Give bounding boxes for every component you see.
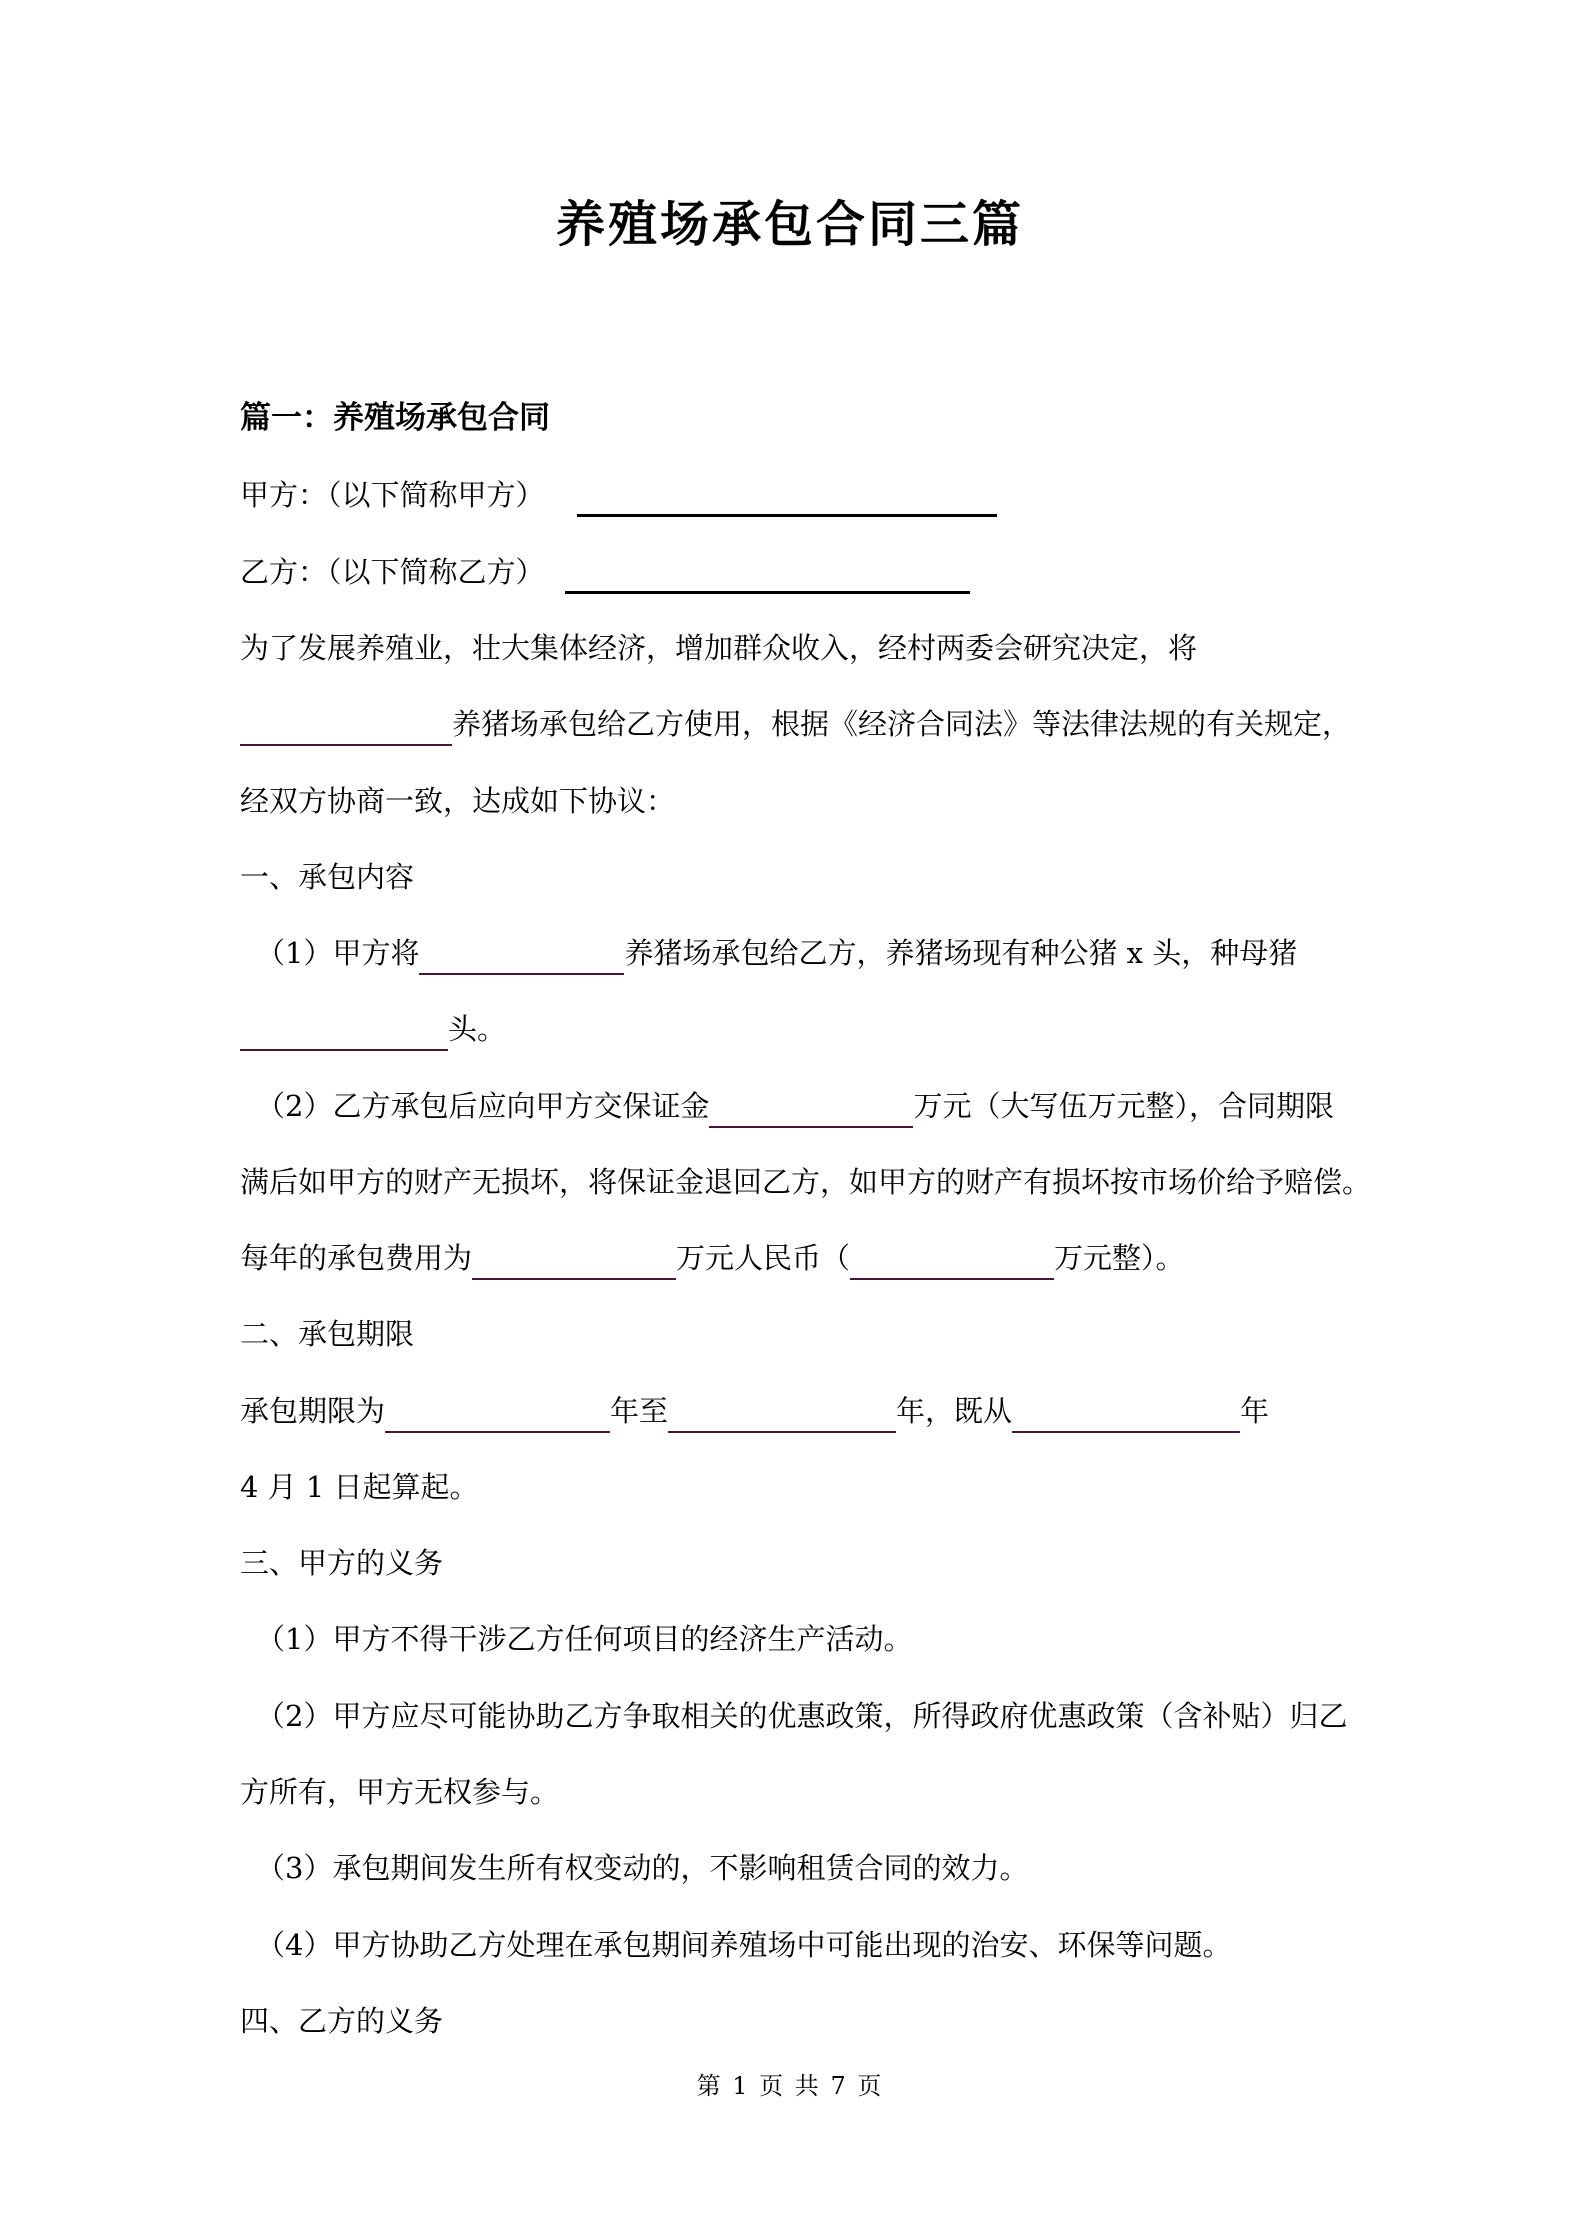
blank-underline [565,590,970,594]
document-line [240,1164,1371,1200]
blank-underline [472,1277,676,1280]
document-line [240,1240,1185,1280]
line-text: 二、承包期限 [240,1317,415,1351]
document-line [240,2003,443,2039]
line-text: 年，既从 [896,1394,1013,1428]
line-text: （4）甲方协助乙方处理在承包期间养殖场中可能出现的治安、环保等问题。 [256,1928,1232,1962]
line-text: 乙方：（以下简称乙方） [240,555,545,589]
line-text: 经双方协商一致，达成如下协议： [240,784,676,818]
line-text: （3）承包期间发生所有权变动的，不影响租赁合同的效力。 [256,1851,1029,1885]
line-text: 为了发展养殖业，壮大集体经济，增加群众收入，经村两委会研究决定，将 [240,631,1198,665]
blank-underline [668,1430,896,1433]
line-text: 年 [1240,1394,1270,1428]
document-line [256,1698,1347,1734]
line-text: 每年的承包费用为 [240,1241,473,1275]
document-line [256,1088,1334,1128]
document-line [256,1850,1028,1886]
page-footer: 第 1 页 共 7 页 [696,2072,884,2100]
document-line [240,554,970,594]
document-line [240,399,550,438]
line-text: 一、承包内容 [240,860,415,894]
document-line [240,859,414,895]
document-line [240,1393,1269,1433]
blank-underline [419,972,624,975]
line-text: 篇一：养殖场承包合同 [240,400,550,436]
line-text: 养猪场承包给乙方，养猪场现有种公猪 x 头，种母猪 [624,936,1298,970]
document-line [240,783,675,819]
document-line [240,1774,559,1810]
line-text: 万元人民币（ [676,1241,851,1275]
line-text: 4 月 1 日起算起。 [240,1470,479,1504]
line-text: 四、乙方的义务 [240,2004,444,2038]
blank-underline [709,1125,913,1128]
document-line [240,477,997,517]
document-line [256,1621,912,1657]
line-text: （1）甲方不得干涉乙方任何项目的经济生产活动。 [256,1622,913,1656]
blank-underline [240,1048,448,1051]
line-text: 方所有，甲方无权参与。 [240,1775,560,1809]
line-text: （2）乙方承包后应向甲方交保证金 [256,1089,710,1123]
blank-underline [850,1277,1054,1280]
line-text: 甲方：（以下简称甲方） [240,478,545,512]
blank-underline [577,513,997,517]
blank-underline [385,1430,610,1433]
document-line [256,1927,1231,1963]
page-title: 养殖场承包合同三篇 [555,195,1024,253]
document-line [256,935,1297,975]
line-text: 年至 [610,1394,669,1428]
line-text: 养猪场承包给乙方使用，根据《经济合同法》等法律法规的有关规定， [452,707,1352,741]
blank-underline [1012,1430,1240,1433]
line-text: 万元（大写伍万元整），合同期限 [913,1089,1334,1123]
line-text: 头。 [448,1012,507,1046]
document-line [240,706,1351,746]
line-text: 满后如甲方的财产无损坏，将保证金退回乙方，如甲方的财产有损坏按市场价给予赔偿。 [240,1165,1372,1199]
line-text: 万元整）。 [1054,1241,1185,1275]
document-line [240,630,1197,666]
blank-underline [240,743,452,746]
document-line [240,1545,443,1581]
line-text: 三、甲方的义务 [240,1546,444,1580]
line-text: 承包期限为 [240,1394,386,1428]
document-line [240,1316,414,1352]
line-text: （1）甲方将 [256,936,420,970]
document-line [240,1011,506,1051]
document-line [240,1469,479,1505]
line-text: （2）甲方应尽可能协助乙方争取相关的优惠政策，所得政府优惠政策（含补贴）归乙 [256,1699,1348,1733]
